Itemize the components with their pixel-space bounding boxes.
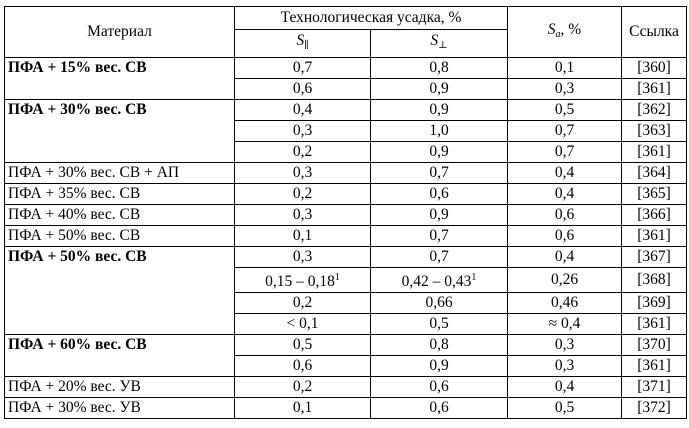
s-par-subscript: ∥ [304,40,309,51]
reference-cell [622,100,687,121]
s-a-cell-value: 0,5 [554,101,575,118]
s-parallel-cell-value: 0,6 [292,80,313,97]
s-parallel-cell [235,205,371,226]
reference-cell-value: [361] [637,315,671,332]
s-parallel-cell [235,226,371,247]
reference-cell [622,314,687,335]
s-parallel-cell-value: 0,3 [292,122,313,139]
s-parallel-cell [235,184,371,205]
s-a-cell-value: 0,3 [554,336,575,353]
s-perpendicular-cell [371,100,508,121]
material-cell: ПФА + 50% вес. СВ [5,226,235,247]
material-cell: ПФА + 40% вес. СВ [5,205,235,226]
reference-cell-value: [364] [637,164,671,181]
s-perpendicular-cell-value: 0,42 – 0,43 [401,273,472,290]
reference-cell [622,205,687,226]
s-a-cell [508,163,622,184]
reference-cell-value: [362] [637,101,671,118]
table-row [5,226,687,247]
reference-cell [622,142,687,163]
s-a-cell-value: 0,7 [554,122,575,139]
s-a-unit: , % [560,20,582,38]
reference-cell-value: [361] [637,80,671,97]
s-perp-subscript: ⊥ [438,40,448,51]
s-perpendicular-cell-value: 0,7 [429,248,449,265]
s-perpendicular-cell [371,226,508,247]
s-perpendicular-cell [371,268,508,293]
s-a-cell-value: 0,6 [554,206,575,223]
s-perpendicular-cell [371,335,508,356]
s-a-cell-value: 0,7 [554,143,575,160]
reference-cell [622,121,687,142]
s-perpendicular-cell-value: 0,6 [429,399,449,416]
s-a-cell-value: 0,4 [554,248,575,265]
s-perpendicular-cell-value: 0,9 [429,357,449,374]
s-parallel-cell-value: 0,4 [292,101,313,118]
material-cell: ПФА + 50% вес. СВ [5,247,235,335]
s-parallel-cell-value: 0,3 [292,164,313,181]
reference-cell-value: [371] [637,378,671,395]
table-row [5,205,687,226]
s-perpendicular-cell-value: 0,9 [429,80,449,97]
s-parallel-cell-value: 0,1 [292,399,313,416]
s-parallel-cell [235,58,371,79]
s-perp-symbol: S [430,32,439,49]
s-a-cell [508,314,622,335]
table-row [5,184,687,205]
reference-cell [622,58,687,79]
header-material: Материал [5,7,235,58]
reference-cell-value: [360] [637,59,671,76]
s-a-cell [508,377,622,398]
s-perpendicular-cell-value: 0,6 [429,185,449,202]
s-perpendicular-cell-value: 0,9 [429,101,449,118]
s-perpendicular-cell-value: 0,8 [429,336,449,353]
s-a-cell [508,79,622,100]
s-a-cell-value: 0,26 [550,271,579,288]
s-parallel-cell-value: 0,2 [292,378,313,395]
s-parallel-cell [235,79,371,100]
s-parallel-cell-value: 0,5 [292,336,313,353]
material-cell: ПФА + 30% вес. УВ [5,398,235,419]
s-parallel-cell [235,247,371,268]
header-reference: Ссылка [622,7,687,58]
s-parallel-cell-value: 0,1 [292,227,313,244]
s-perpendicular-cell [371,356,508,377]
s-parallel-cell-value: 0,2 [292,185,313,202]
s-parallel-cell [235,377,371,398]
table-body [5,58,687,419]
s-a-subscript: a [555,28,561,40]
header-s-parallel [235,30,371,58]
s-parallel-cell [235,293,371,314]
reference-cell [622,356,687,377]
reference-cell [622,268,687,293]
s-a-cell-value: 0,4 [554,185,575,202]
s-parallel-cell [235,356,371,377]
s-a-cell-value: 0,4 [554,378,575,395]
s-a-cell-value: 0,1 [554,59,575,76]
s-a-cell [508,268,622,293]
shrinkage-table [4,6,687,419]
reference-cell-value: [361] [637,143,671,160]
s-perpendicular-cell [371,398,508,419]
footnote-marker: 1 [334,272,340,283]
reference-cell-value: [361] [637,227,671,244]
reference-cell [622,163,687,184]
s-perpendicular-cell [371,377,508,398]
s-parallel-cell-value: 0,3 [292,206,313,223]
s-perpendicular-cell [371,58,508,79]
s-perpendicular-cell-value: 0,6 [429,378,449,395]
s-a-cell [508,293,622,314]
s-a-cell [508,226,622,247]
s-a-cell-value: 0,3 [554,357,575,374]
s-perpendicular-cell [371,121,508,142]
s-parallel-cell [235,398,371,419]
reference-cell [622,398,687,419]
material-cell: ПФА + 60% вес. СВ [5,335,235,377]
material-cell: ПФА + 30% вес. СВ + АП [5,163,235,184]
s-a-cell-value: 0,4 [554,164,575,181]
table-row [5,58,687,79]
reference-cell-value: [365] [637,185,671,202]
s-a-symbol: S [547,20,556,38]
s-a-cell [508,356,622,377]
table-row [5,398,687,419]
reference-cell [622,247,687,268]
s-par-symbol: S [296,32,305,49]
s-perpendicular-cell-value: 0,5 [429,315,449,332]
table-row [5,100,687,121]
table-row [5,247,687,268]
s-perpendicular-cell [371,79,508,100]
s-perpendicular-cell-value: 0,9 [429,143,449,160]
s-parallel-cell-value: 0,6 [292,357,313,374]
s-perpendicular-cell [371,163,508,184]
s-a-cell-value: 0,3 [554,80,575,97]
s-perpendicular-cell [371,142,508,163]
material-cell: ПФА + 20% вес. УВ [5,377,235,398]
reference-cell-value: [361] [637,357,671,374]
s-a-cell-value: 0,46 [550,294,579,311]
s-a-cell [508,247,622,268]
s-a-cell-value: ≈ 0,4 [548,315,581,332]
material-cell: ПФА + 30% вес. СВ [5,100,235,163]
table-row [5,377,687,398]
s-perpendicular-cell [371,205,508,226]
s-a-cell [508,100,622,121]
reference-cell-value: [363] [637,122,671,139]
s-perpendicular-cell-value: 0,66 [425,294,453,311]
reference-cell-value: [367] [637,248,671,265]
s-a-cell [508,121,622,142]
header-shrinkage: Технологическая усадка, % [235,7,508,30]
s-perpendicular-cell [371,247,508,268]
s-perpendicular-cell-value: 1,0 [429,122,449,139]
s-a-cell-value: 0,6 [554,227,575,244]
s-parallel-cell [235,142,371,163]
reference-cell-value: [366] [637,206,671,223]
material-cell: ПФА + 35% вес. СВ [5,184,235,205]
s-perpendicular-cell-value: 0,8 [429,59,449,76]
s-a-cell [508,142,622,163]
reference-cell [622,226,687,247]
s-perpendicular-cell [371,184,508,205]
s-parallel-cell-value: < 0,1 [286,315,319,332]
table-row [5,335,687,356]
s-perpendicular-cell-value: 0,7 [429,227,449,244]
reference-cell-value: [370] [637,336,671,353]
s-parallel-cell [235,100,371,121]
s-parallel-cell [235,163,371,184]
material-cell: ПФА + 15% вес. СВ [5,58,235,100]
reference-cell [622,293,687,314]
s-a-cell [508,205,622,226]
s-a-cell-value: 0,5 [554,399,575,416]
s-parallel-cell-value: 0,7 [292,59,313,76]
reference-cell [622,79,687,100]
s-parallel-cell [235,314,371,335]
reference-cell [622,335,687,356]
s-perpendicular-cell [371,293,508,314]
header-s-perpendicular [371,30,508,58]
s-perpendicular-cell [371,314,508,335]
s-perpendicular-cell-value: 0,9 [429,206,449,223]
s-parallel-cell [235,268,371,293]
s-a-cell [508,335,622,356]
s-perpendicular-cell-value: 0,7 [429,164,449,181]
s-parallel-cell [235,335,371,356]
header-s-a [508,7,622,58]
s-parallel-cell-value: 0,2 [292,294,313,311]
s-parallel-cell-value: 0,2 [292,143,313,160]
s-parallel-cell-value: 0,3 [292,248,313,265]
table-row [5,163,687,184]
reference-cell [622,184,687,205]
reference-cell-value: [372] [637,399,671,416]
s-parallel-cell [235,121,371,142]
s-a-cell [508,398,622,419]
s-a-cell [508,184,622,205]
s-parallel-cell-value: 0,15 – 0,18 [265,273,335,290]
s-a-cell [508,58,622,79]
footnote-marker: 1 [471,272,477,283]
reference-cell-value: [369] [637,294,671,311]
reference-cell-value: [368] [637,271,671,288]
reference-cell [622,377,687,398]
